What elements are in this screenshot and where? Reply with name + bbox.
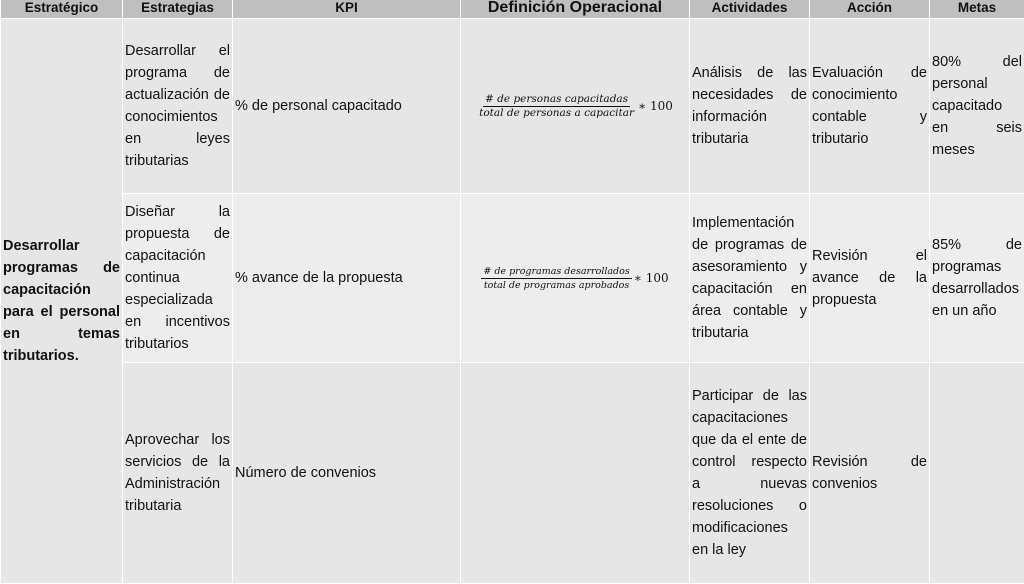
header-activities: Actividades xyxy=(690,0,810,19)
formula-numerator: # de programas desarrollados xyxy=(481,265,631,279)
formula-multiplier: ∗ 100 xyxy=(634,267,669,289)
kpi-cell: % avance de la propuesta xyxy=(233,194,461,363)
formula-multiplier: ∗ 100 xyxy=(638,95,673,117)
goal-cell: 85% de programas desarrollados en un año xyxy=(930,194,1024,363)
goal-cell: 80% del personal capacitado en seis meses xyxy=(930,19,1024,194)
header-action: Acción xyxy=(810,0,930,19)
header-strategic: Estratégico xyxy=(1,0,123,19)
activity-cell: Análisis de las necesidades de información tributaria xyxy=(690,19,810,194)
header-goals: Metas xyxy=(930,0,1024,19)
strategic-objective: Desarrollar programas de capacitación para el personal en temas tributarios. xyxy=(1,19,123,584)
table-row xyxy=(1,194,1024,363)
action-cell: Evaluación de conocimiento contable y tributario xyxy=(810,19,930,194)
formula xyxy=(463,93,687,120)
formula-denominator: total de programas aprobados xyxy=(482,279,631,292)
fraction xyxy=(477,93,636,120)
header-definition: Definición Operacional xyxy=(461,0,690,19)
action-cell: Revisión de convenios xyxy=(810,363,930,584)
strategy-cell: Diseñar la propuesta de capacitación continua especializada en incentivos tributarios xyxy=(123,194,233,363)
header-kpi: KPI xyxy=(233,0,461,19)
header-strategies: Estrategias xyxy=(123,0,233,19)
kpi-cell: Número de convenios xyxy=(233,363,461,584)
formula xyxy=(463,265,687,292)
goal-cell xyxy=(930,363,1024,584)
formula-denominator: total de personas a capacitar xyxy=(477,107,636,120)
formula-cell xyxy=(461,363,690,584)
action-cell: Revisión el avance de la propuesta xyxy=(810,194,930,363)
table-row xyxy=(1,19,1024,194)
fraction xyxy=(481,265,631,292)
table-row xyxy=(1,363,1024,584)
activity-cell: Participar de las capacitaciones que da el ente de control respecto a nuevas resoluciones o modificaciones en la ley xyxy=(690,363,810,584)
formula-cell xyxy=(461,19,690,194)
strategy-cell: Desarrollar el programa de actualización de conocimientos en leyes tributarias xyxy=(123,19,233,194)
header-row xyxy=(1,0,1024,19)
formula-numerator: # de personas capacitadas xyxy=(483,93,630,107)
strategy-cell: Aprovechar los servicios de la Administración tributaria xyxy=(123,363,233,584)
formula-cell xyxy=(461,194,690,363)
activity-cell: Implementación de programas de asesoramiento y capacitación en área contable y tributaria xyxy=(690,194,810,363)
kpi-cell: % de personal capacitado xyxy=(233,19,461,194)
